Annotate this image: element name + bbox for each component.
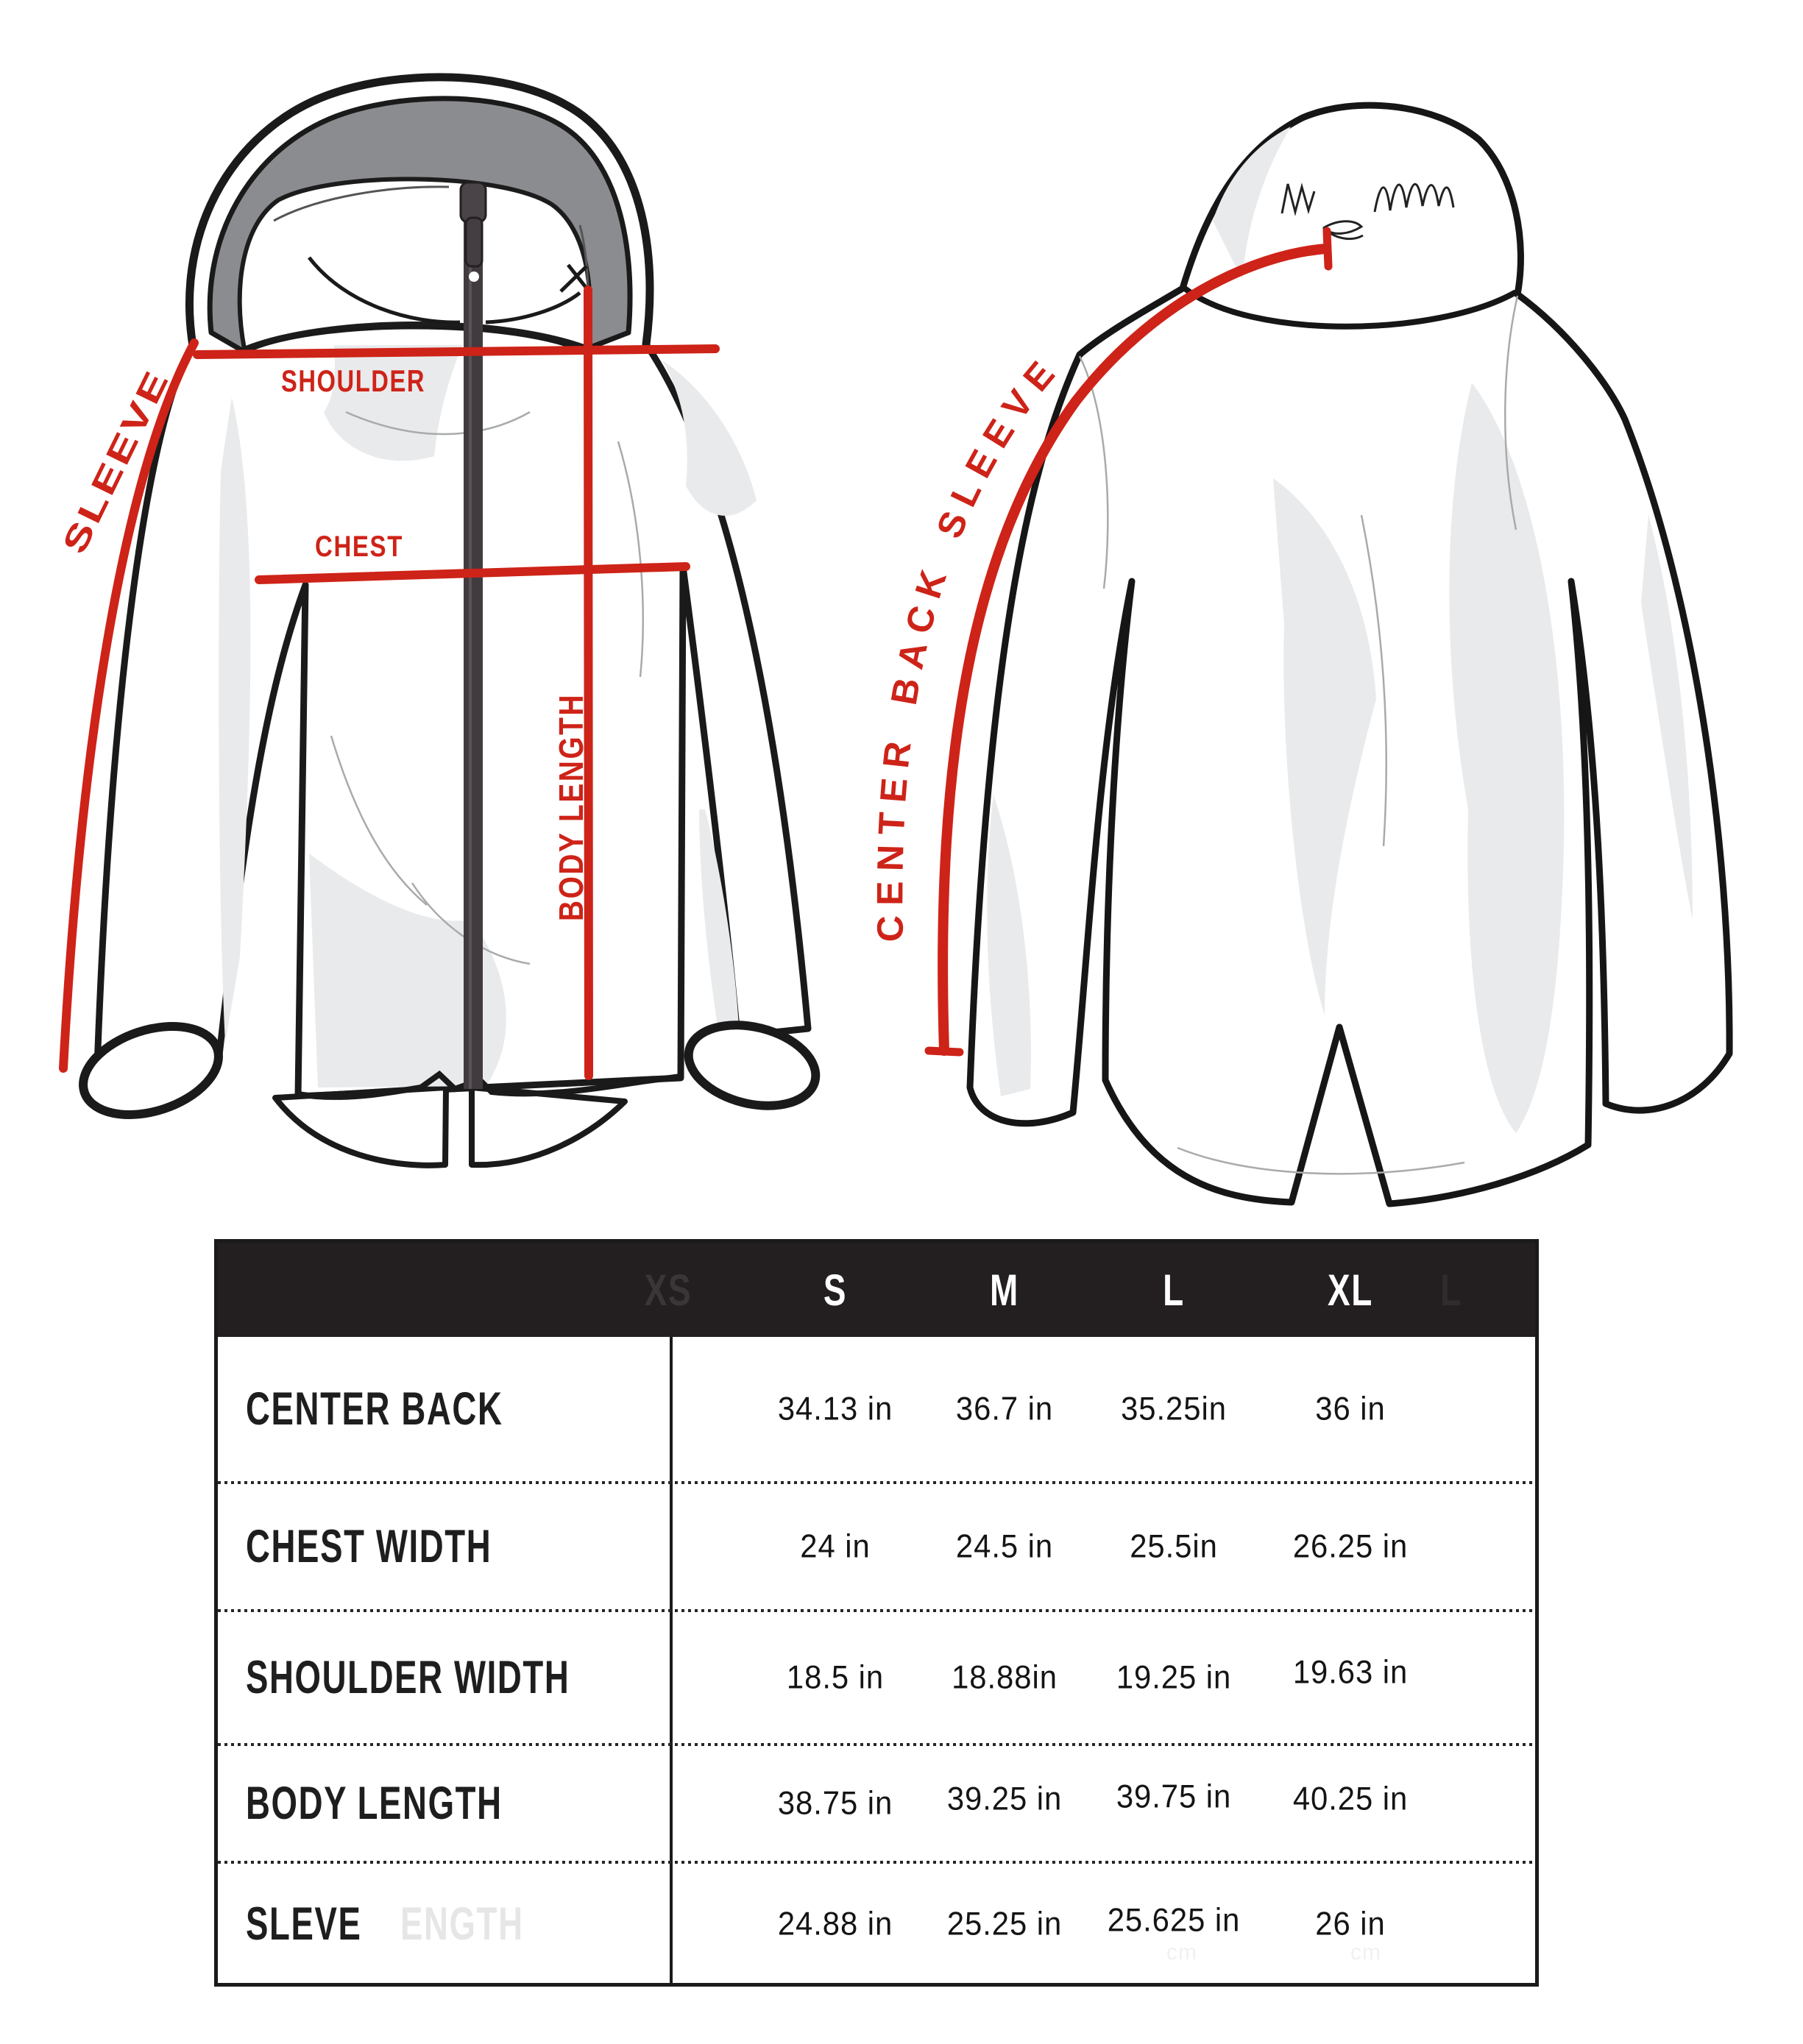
table-row-body-length [218, 1746, 1535, 1861]
column-header-xl: XL [1328, 1264, 1373, 1316]
column-header-s: S [823, 1264, 848, 1316]
erased-cm-ghost: cm [1350, 1940, 1381, 1965]
cell-sleeve-l: 25.625 in [1107, 1901, 1241, 1939]
body-length-line [588, 290, 589, 1076]
sleeve-label: SLEEVE [54, 411, 154, 560]
shoulder-line [197, 349, 715, 355]
cell-sleeve-xl: 26 in [1315, 1905, 1386, 1942]
table-row-chest-width [218, 1484, 1535, 1609]
column-header-m: M [990, 1264, 1019, 1316]
chest-label: CHEST [315, 530, 403, 563]
cell-shoulder-width-l: 19.25 in [1116, 1658, 1232, 1696]
cell-sleeve-m: 25.25 in [946, 1905, 1063, 1942]
column-header-right-ghost: L [1440, 1264, 1462, 1316]
cell-body-length-l: 39.75 in [1116, 1778, 1232, 1815]
table-row-shoulder-width [218, 1612, 1535, 1743]
cell-body-length-xl: 40.25 in [1292, 1780, 1409, 1817]
front-hood-opening [240, 179, 590, 349]
size-table-header [218, 1243, 1535, 1337]
table-row-sleeve [218, 1864, 1535, 1984]
row-label: BODY LENGTH [246, 1777, 503, 1830]
column-header-l: L [1163, 1264, 1185, 1316]
front-jacket-illustration [72, 77, 824, 1165]
cell-center-back-s: 34.13 in [777, 1390, 893, 1427]
cell-chest-width-s: 24 in [800, 1527, 871, 1565]
row-label: SHOULDER WIDTH [246, 1651, 570, 1704]
row-label-erased-ghost: ENGTH [400, 1898, 524, 1951]
cell-sleeve-s: 24.88 in [777, 1905, 893, 1942]
erased-cm-ghost: cm [1166, 1940, 1197, 1965]
cell-center-back-l: 35.25in [1121, 1390, 1227, 1427]
table-row-center-back [218, 1337, 1535, 1481]
cell-center-back-m: 36.7 in [955, 1390, 1054, 1427]
row-label: SLEVE [246, 1898, 362, 1951]
cell-shoulder-width-xl: 19.63 in [1292, 1653, 1409, 1691]
cell-shoulder-width-m: 18.88in [952, 1658, 1058, 1696]
center-back-sleeve-start-tick [929, 1051, 960, 1052]
cell-chest-width-m: 24.5 in [955, 1527, 1054, 1565]
zipper [461, 182, 486, 1089]
center-back-sleeve-label: CENTER BACK SLEEVE [869, 346, 1069, 943]
row-label: CHEST WIDTH [246, 1520, 492, 1573]
cell-shoulder-width-s: 18.5 in [786, 1658, 885, 1696]
size-table [214, 1239, 1539, 1987]
body-length-label: BODY LENGTH [552, 651, 590, 921]
back-jacket-illustration [970, 105, 1729, 1204]
column-header-xs-ghost: XS [644, 1264, 692, 1316]
row-label: CENTER BACK [246, 1383, 503, 1436]
cell-chest-width-xl: 26.25 in [1292, 1527, 1409, 1565]
shoulder-label: SHOULDER [281, 363, 425, 398]
cell-center-back-xl: 36 in [1315, 1390, 1386, 1427]
center-back-sleeve-end-tick [1327, 231, 1328, 266]
cell-body-length-m: 39.25 in [946, 1780, 1063, 1817]
zipper-pull-hole [469, 272, 479, 282]
cell-body-length-s: 38.75 in [777, 1784, 893, 1822]
cell-chest-width-l: 25.5in [1130, 1527, 1218, 1565]
